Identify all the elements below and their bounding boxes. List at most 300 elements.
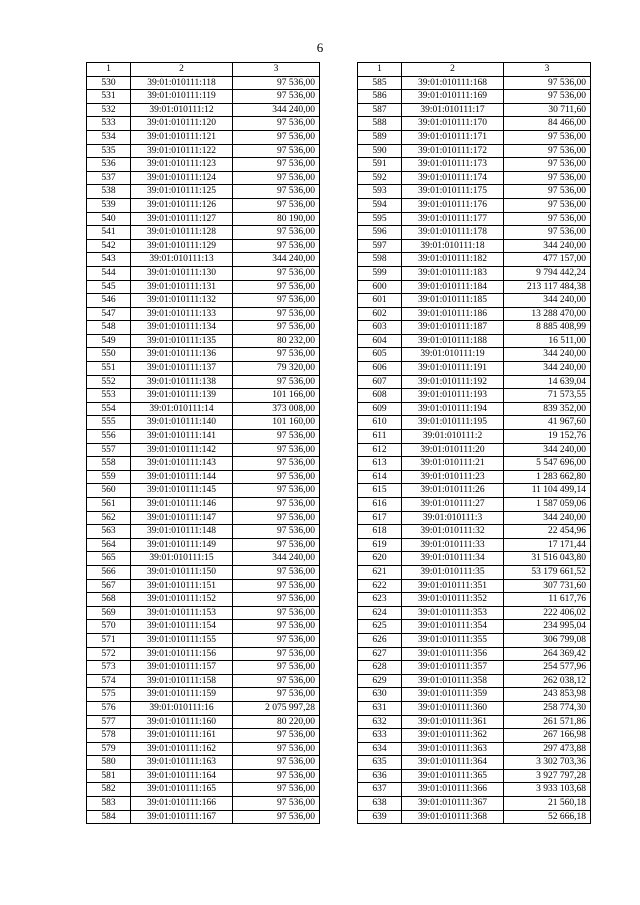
row-number-cell: 589 xyxy=(358,130,402,144)
row-number-cell: 550 xyxy=(87,348,131,362)
row-number-cell: 563 xyxy=(87,525,131,539)
table-row xyxy=(87,688,320,702)
table-row xyxy=(87,375,320,389)
cadastral-number-cell: 39:01:010111:177 xyxy=(402,212,504,226)
cadastral-number-cell: 39:01:010111:160 xyxy=(131,715,233,729)
cadastral-number-cell: 39:01:010111:129 xyxy=(131,239,233,253)
row-number-cell: 559 xyxy=(87,470,131,484)
table-row xyxy=(358,633,591,647)
table-row xyxy=(358,552,591,566)
table-row xyxy=(87,484,320,498)
value-cell: 101 166,00 xyxy=(233,389,320,403)
table-row xyxy=(87,810,320,824)
value-cell: 97 536,00 xyxy=(233,321,320,335)
table-row xyxy=(358,701,591,715)
cadastral-number-cell: 39:01:010111:157 xyxy=(131,661,233,675)
page-number: 6 xyxy=(316,40,324,55)
table-row xyxy=(358,498,591,512)
cadastral-number-cell: 39:01:010111:2 xyxy=(402,430,504,444)
value-cell: 97 536,00 xyxy=(504,185,591,199)
cadastral-number-cell: 39:01:010111:27 xyxy=(402,498,504,512)
row-number-cell: 628 xyxy=(358,661,402,675)
row-number-cell: 617 xyxy=(358,511,402,525)
table-row xyxy=(87,76,320,90)
cadastral-number-cell: 39:01:010111:195 xyxy=(402,416,504,430)
table-row xyxy=(87,647,320,661)
table-row xyxy=(87,552,320,566)
table-row xyxy=(358,525,591,539)
table-row xyxy=(87,606,320,620)
table-row xyxy=(358,307,591,321)
row-number-cell: 592 xyxy=(358,171,402,185)
table-row xyxy=(358,239,591,253)
table-row xyxy=(358,688,591,702)
table-row xyxy=(358,457,591,471)
table-row xyxy=(358,797,591,811)
row-number-cell: 598 xyxy=(358,253,402,267)
row-number-cell: 629 xyxy=(358,674,402,688)
right-table xyxy=(357,62,591,824)
cadastral-number-cell: 39:01:010111:137 xyxy=(131,362,233,376)
row-number-cell: 573 xyxy=(87,661,131,675)
value-cell: 97 536,00 xyxy=(504,226,591,240)
value-cell: 344 240,00 xyxy=(233,253,320,267)
table-row xyxy=(87,280,320,294)
value-cell: 97 536,00 xyxy=(504,198,591,212)
column-header: 2 xyxy=(402,63,504,77)
table-row xyxy=(87,185,320,199)
table-row xyxy=(358,348,591,362)
value-cell: 344 240,00 xyxy=(504,348,591,362)
value-cell: 97 536,00 xyxy=(504,130,591,144)
table-row xyxy=(358,144,591,158)
table-row xyxy=(358,171,591,185)
value-cell: 97 536,00 xyxy=(233,90,320,104)
value-cell: 267 166,98 xyxy=(504,729,591,743)
cadastral-number-cell: 39:01:010111:352 xyxy=(402,593,504,607)
cadastral-number-cell: 39:01:010111:124 xyxy=(131,171,233,185)
cadastral-number-cell: 39:01:010111:125 xyxy=(131,185,233,199)
row-number-cell: 549 xyxy=(87,334,131,348)
value-cell: 97 536,00 xyxy=(233,620,320,634)
row-number-cell: 540 xyxy=(87,212,131,226)
row-number-cell: 543 xyxy=(87,253,131,267)
table-row xyxy=(87,742,320,756)
table-row xyxy=(358,416,591,430)
table-row xyxy=(87,402,320,416)
table-row xyxy=(87,783,320,797)
row-number-cell: 562 xyxy=(87,511,131,525)
row-number-cell: 605 xyxy=(358,348,402,362)
cadastral-number-cell: 39:01:010111:176 xyxy=(402,198,504,212)
cadastral-number-cell: 39:01:010111:188 xyxy=(402,334,504,348)
cadastral-number-cell: 39:01:010111:133 xyxy=(131,307,233,321)
table-row xyxy=(358,158,591,172)
cadastral-number-cell: 39:01:010111:128 xyxy=(131,226,233,240)
table-row xyxy=(358,593,591,607)
row-number-cell: 535 xyxy=(87,144,131,158)
row-number-cell: 639 xyxy=(358,810,402,824)
value-cell: 97 536,00 xyxy=(233,158,320,172)
table-row xyxy=(358,715,591,729)
value-cell: 3 302 703,36 xyxy=(504,756,591,770)
value-cell: 344 240,00 xyxy=(504,362,591,376)
row-number-cell: 557 xyxy=(87,443,131,457)
row-number-cell: 595 xyxy=(358,212,402,226)
row-number-cell: 600 xyxy=(358,280,402,294)
cadastral-number-cell: 39:01:010111:178 xyxy=(402,226,504,240)
row-number-cell: 586 xyxy=(358,90,402,104)
cadastral-number-cell: 39:01:010111:135 xyxy=(131,334,233,348)
cadastral-number-cell: 39:01:010111:353 xyxy=(402,606,504,620)
value-cell: 306 799,08 xyxy=(504,633,591,647)
value-cell: 97 536,00 xyxy=(233,266,320,280)
table-row xyxy=(87,158,320,172)
table-row xyxy=(87,130,320,144)
row-number-cell: 637 xyxy=(358,783,402,797)
table-row xyxy=(358,579,591,593)
value-cell: 14 639,04 xyxy=(504,375,591,389)
cadastral-number-cell: 39:01:010111:161 xyxy=(131,729,233,743)
value-cell: 97 536,00 xyxy=(233,443,320,457)
cadastral-number-cell: 39:01:010111:168 xyxy=(402,76,504,90)
table-row xyxy=(358,511,591,525)
value-cell: 373 008,00 xyxy=(233,402,320,416)
cadastral-number-cell: 39:01:010111:172 xyxy=(402,144,504,158)
value-cell: 97 536,00 xyxy=(233,457,320,471)
row-number-cell: 587 xyxy=(358,103,402,117)
table-row xyxy=(87,797,320,811)
table-row xyxy=(87,729,320,743)
value-cell: 11 617,76 xyxy=(504,593,591,607)
value-cell: 21 560,18 xyxy=(504,797,591,811)
table-row xyxy=(358,756,591,770)
value-cell: 71 573,55 xyxy=(504,389,591,403)
cadastral-number-cell: 39:01:010111:146 xyxy=(131,498,233,512)
table-row xyxy=(358,810,591,824)
value-cell: 30 711,60 xyxy=(504,103,591,117)
row-number-cell: 537 xyxy=(87,171,131,185)
value-cell: 97 536,00 xyxy=(233,375,320,389)
table-row xyxy=(87,171,320,185)
value-cell: 13 288 470,00 xyxy=(504,307,591,321)
cadastral-number-cell: 39:01:010111:361 xyxy=(402,715,504,729)
table-row xyxy=(358,620,591,634)
table-row xyxy=(358,375,591,389)
cadastral-number-cell: 39:01:010111:194 xyxy=(402,402,504,416)
value-cell: 97 536,00 xyxy=(233,647,320,661)
value-cell: 79 320,00 xyxy=(233,362,320,376)
row-number-cell: 608 xyxy=(358,389,402,403)
row-number-cell: 569 xyxy=(87,606,131,620)
row-number-cell: 538 xyxy=(87,185,131,199)
value-cell: 254 577,96 xyxy=(504,661,591,675)
table-header-row xyxy=(358,63,591,77)
cadastral-number-cell: 39:01:010111:362 xyxy=(402,729,504,743)
value-cell: 344 240,00 xyxy=(233,103,320,117)
value-cell: 1 587 059,06 xyxy=(504,498,591,512)
value-cell: 97 536,00 xyxy=(233,742,320,756)
row-number-cell: 624 xyxy=(358,606,402,620)
cadastral-number-cell: 39:01:010111:159 xyxy=(131,688,233,702)
value-cell: 97 536,00 xyxy=(233,756,320,770)
row-number-cell: 590 xyxy=(358,144,402,158)
row-number-cell: 604 xyxy=(358,334,402,348)
table-row xyxy=(358,185,591,199)
row-number-cell: 625 xyxy=(358,620,402,634)
value-cell: 9 794 442,24 xyxy=(504,266,591,280)
table-row xyxy=(87,769,320,783)
cadastral-number-cell: 39:01:010111:182 xyxy=(402,253,504,267)
table-row xyxy=(87,633,320,647)
value-cell: 19 152,76 xyxy=(504,430,591,444)
cadastral-number-cell: 39:01:010111:167 xyxy=(131,810,233,824)
row-number-cell: 539 xyxy=(87,198,131,212)
value-cell: 97 536,00 xyxy=(233,348,320,362)
cadastral-number-cell: 39:01:010111:367 xyxy=(402,797,504,811)
value-cell: 97 536,00 xyxy=(233,538,320,552)
row-number-cell: 594 xyxy=(358,198,402,212)
row-number-cell: 584 xyxy=(87,810,131,824)
row-number-cell: 583 xyxy=(87,797,131,811)
cadastral-number-cell: 39:01:010111:21 xyxy=(402,457,504,471)
cadastral-number-cell: 39:01:010111:356 xyxy=(402,647,504,661)
table-row xyxy=(358,647,591,661)
value-cell: 264 369,42 xyxy=(504,647,591,661)
row-number-cell: 585 xyxy=(358,76,402,90)
value-cell: 97 536,00 xyxy=(233,769,320,783)
cadastral-number-cell: 39:01:010111:123 xyxy=(131,158,233,172)
table-row xyxy=(87,239,320,253)
table-row xyxy=(87,525,320,539)
value-cell: 16 511,00 xyxy=(504,334,591,348)
table-row xyxy=(358,294,591,308)
value-cell: 97 536,00 xyxy=(233,484,320,498)
table-row xyxy=(87,701,320,715)
column-header: 1 xyxy=(358,63,402,77)
cadastral-number-cell: 39:01:010111:119 xyxy=(131,90,233,104)
cadastral-number-cell: 39:01:010111:156 xyxy=(131,647,233,661)
table-row xyxy=(87,321,320,335)
row-number-cell: 580 xyxy=(87,756,131,770)
row-number-cell: 627 xyxy=(358,647,402,661)
row-number-cell: 541 xyxy=(87,226,131,240)
cadastral-number-cell: 39:01:010111:368 xyxy=(402,810,504,824)
cadastral-number-cell: 39:01:010111:183 xyxy=(402,266,504,280)
cadastral-number-cell: 39:01:010111:186 xyxy=(402,307,504,321)
table-row xyxy=(87,715,320,729)
row-number-cell: 606 xyxy=(358,362,402,376)
value-cell: 80 220,00 xyxy=(233,715,320,729)
table-row xyxy=(87,674,320,688)
value-cell: 344 240,00 xyxy=(504,239,591,253)
cadastral-number-cell: 39:01:010111:165 xyxy=(131,783,233,797)
value-cell: 97 536,00 xyxy=(233,198,320,212)
row-number-cell: 636 xyxy=(358,769,402,783)
table-row xyxy=(87,457,320,471)
cadastral-number-cell: 39:01:010111:120 xyxy=(131,117,233,131)
value-cell: 17 171,44 xyxy=(504,538,591,552)
value-cell: 3 927 797,28 xyxy=(504,769,591,783)
value-cell: 97 536,00 xyxy=(233,661,320,675)
value-cell: 297 473,88 xyxy=(504,742,591,756)
cadastral-number-cell: 39:01:010111:122 xyxy=(131,144,233,158)
table-row xyxy=(87,266,320,280)
table-row xyxy=(87,620,320,634)
cadastral-number-cell: 39:01:010111:184 xyxy=(402,280,504,294)
column-header: 1 xyxy=(87,63,131,77)
table-row xyxy=(358,362,591,376)
table-row xyxy=(358,389,591,403)
row-number-cell: 561 xyxy=(87,498,131,512)
row-number-cell: 621 xyxy=(358,565,402,579)
table-row xyxy=(87,348,320,362)
cadastral-number-cell: 39:01:010111:34 xyxy=(402,552,504,566)
row-number-cell: 611 xyxy=(358,430,402,444)
table-row xyxy=(87,593,320,607)
row-number-cell: 572 xyxy=(87,647,131,661)
table-row xyxy=(358,674,591,688)
cadastral-number-cell: 39:01:010111:132 xyxy=(131,294,233,308)
row-number-cell: 556 xyxy=(87,430,131,444)
value-cell: 97 536,00 xyxy=(233,117,320,131)
row-number-cell: 638 xyxy=(358,797,402,811)
cadastral-number-cell: 39:01:010111:191 xyxy=(402,362,504,376)
cadastral-number-cell: 39:01:010111:150 xyxy=(131,565,233,579)
table-row xyxy=(87,117,320,131)
value-cell: 97 536,00 xyxy=(504,171,591,185)
value-cell: 97 536,00 xyxy=(233,144,320,158)
table-row xyxy=(358,538,591,552)
row-number-cell: 582 xyxy=(87,783,131,797)
cadastral-number-cell: 39:01:010111:192 xyxy=(402,375,504,389)
table-row xyxy=(87,90,320,104)
row-number-cell: 603 xyxy=(358,321,402,335)
row-number-cell: 602 xyxy=(358,307,402,321)
cadastral-number-cell: 39:01:010111:152 xyxy=(131,593,233,607)
cadastral-number-cell: 39:01:010111:360 xyxy=(402,701,504,715)
value-cell: 41 967,60 xyxy=(504,416,591,430)
value-cell: 344 240,00 xyxy=(233,552,320,566)
column-header: 2 xyxy=(131,63,233,77)
cadastral-number-cell: 39:01:010111:148 xyxy=(131,525,233,539)
table-row xyxy=(358,443,591,457)
cadastral-number-cell: 39:01:010111:359 xyxy=(402,688,504,702)
value-cell: 53 179 661,52 xyxy=(504,565,591,579)
cadastral-number-cell: 39:01:010111:13 xyxy=(131,253,233,267)
table-row xyxy=(358,783,591,797)
row-number-cell: 593 xyxy=(358,185,402,199)
table-row xyxy=(358,280,591,294)
row-number-cell: 558 xyxy=(87,457,131,471)
value-cell: 97 536,00 xyxy=(233,130,320,144)
cadastral-number-cell: 39:01:010111:26 xyxy=(402,484,504,498)
column-header: 3 xyxy=(233,63,320,77)
table-row xyxy=(87,661,320,675)
row-number-cell: 579 xyxy=(87,742,131,756)
row-number-cell: 551 xyxy=(87,362,131,376)
cadastral-number-cell: 39:01:010111:151 xyxy=(131,579,233,593)
table-row xyxy=(87,430,320,444)
table-row xyxy=(358,661,591,675)
row-number-cell: 626 xyxy=(358,633,402,647)
cadastral-number-cell: 39:01:010111:164 xyxy=(131,769,233,783)
table-row xyxy=(87,253,320,267)
table-row xyxy=(87,579,320,593)
cadastral-number-cell: 39:01:010111:134 xyxy=(131,321,233,335)
table-row xyxy=(358,117,591,131)
value-cell: 52 666,18 xyxy=(504,810,591,824)
row-number-cell: 607 xyxy=(358,375,402,389)
cadastral-number-cell: 39:01:010111:351 xyxy=(402,579,504,593)
value-cell: 344 240,00 xyxy=(504,511,591,525)
cadastral-number-cell: 39:01:010111:366 xyxy=(402,783,504,797)
value-cell: 8 885 408,99 xyxy=(504,321,591,335)
table-row xyxy=(358,130,591,144)
row-number-cell: 609 xyxy=(358,402,402,416)
cadastral-number-cell: 39:01:010111:16 xyxy=(131,701,233,715)
cadastral-number-cell: 39:01:010111:166 xyxy=(131,797,233,811)
row-number-cell: 536 xyxy=(87,158,131,172)
table-row xyxy=(358,212,591,226)
cadastral-number-cell: 39:01:010111:141 xyxy=(131,430,233,444)
value-cell: 31 516 043,80 xyxy=(504,552,591,566)
cadastral-number-cell: 39:01:010111:140 xyxy=(131,416,233,430)
row-number-cell: 630 xyxy=(358,688,402,702)
table-row xyxy=(358,565,591,579)
value-cell: 262 038,12 xyxy=(504,674,591,688)
cadastral-number-cell: 39:01:010111:15 xyxy=(131,552,233,566)
value-cell: 80 190,00 xyxy=(233,212,320,226)
cadastral-number-cell: 39:01:010111:155 xyxy=(131,633,233,647)
value-cell: 80 232,00 xyxy=(233,334,320,348)
cadastral-number-cell: 39:01:010111:147 xyxy=(131,511,233,525)
value-cell: 97 536,00 xyxy=(233,511,320,525)
table-row xyxy=(358,334,591,348)
row-number-cell: 591 xyxy=(358,158,402,172)
cadastral-number-cell: 39:01:010111:35 xyxy=(402,565,504,579)
table-row xyxy=(87,307,320,321)
value-cell: 97 536,00 xyxy=(233,307,320,321)
cadastral-number-cell: 39:01:010111:18 xyxy=(402,239,504,253)
value-cell: 97 536,00 xyxy=(504,76,591,90)
row-number-cell: 552 xyxy=(87,375,131,389)
table-row xyxy=(358,253,591,267)
table-row xyxy=(87,756,320,770)
row-number-cell: 553 xyxy=(87,389,131,403)
table-row xyxy=(87,144,320,158)
value-cell: 97 536,00 xyxy=(233,171,320,185)
cadastral-number-cell: 39:01:010111:142 xyxy=(131,443,233,457)
table-row xyxy=(358,198,591,212)
table-row xyxy=(87,443,320,457)
row-number-cell: 533 xyxy=(87,117,131,131)
value-cell: 97 536,00 xyxy=(233,294,320,308)
value-cell: 97 536,00 xyxy=(233,593,320,607)
value-cell: 97 536,00 xyxy=(233,688,320,702)
row-number-cell: 576 xyxy=(87,701,131,715)
value-cell: 22 454,96 xyxy=(504,525,591,539)
table-row xyxy=(87,226,320,240)
cadastral-number-cell: 39:01:010111:158 xyxy=(131,674,233,688)
cadastral-number-cell: 39:01:010111:3 xyxy=(402,511,504,525)
value-cell: 839 352,00 xyxy=(504,402,591,416)
cadastral-number-cell: 39:01:010111:187 xyxy=(402,321,504,335)
cadastral-number-cell: 39:01:010111:32 xyxy=(402,525,504,539)
table-row xyxy=(87,470,320,484)
cadastral-number-cell: 39:01:010111:193 xyxy=(402,389,504,403)
table-row xyxy=(87,389,320,403)
